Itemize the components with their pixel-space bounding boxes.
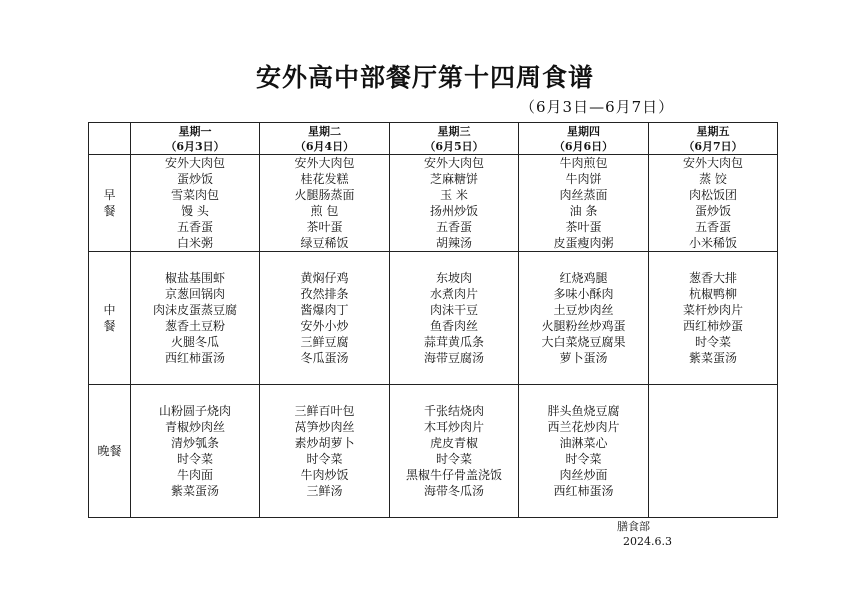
dish-item: 五香蛋 — [176, 220, 213, 234]
meal-label: 晚餐 — [89, 385, 131, 518]
dish-item: 椒盐基围虾 — [164, 271, 225, 285]
dish-item: 紫菜蛋汤 — [170, 484, 219, 498]
day-header — [649, 123, 778, 155]
dish-item: 胖头鱼烧豆腐 — [547, 404, 620, 418]
dish-item: 扬州炒饭 — [429, 204, 478, 218]
dish-item: 煎 包 — [310, 204, 339, 218]
meal-cell — [131, 252, 260, 385]
weekday: 星期三 — [437, 124, 471, 138]
weekday: 星期一 — [178, 124, 212, 138]
dish-item: 蒜茸黄瓜条 — [423, 335, 484, 349]
dish-item: 水煮肉片 — [429, 287, 478, 301]
dish-item: 土豆炒肉丝 — [553, 303, 614, 317]
dish-item: 京葱回锅肉 — [164, 287, 225, 301]
dish-item: 蛋炒饭 — [694, 204, 731, 218]
dish-item: 安外大肉包 — [423, 156, 484, 170]
dish-item: 牛肉炒饭 — [300, 468, 349, 482]
menu-table — [88, 122, 778, 518]
meal-cell — [519, 155, 649, 252]
dish-item: 安外大肉包 — [294, 156, 355, 170]
header-row — [89, 123, 778, 155]
weekday: 星期四 — [567, 124, 600, 138]
dish-item: 皮蛋瘦肉粥 — [553, 236, 614, 250]
day-header — [131, 123, 260, 155]
dish-item: 五香蛋 — [435, 220, 472, 234]
dish-item: 三鲜豆腐 — [300, 335, 349, 349]
dish-item: 时令菜 — [435, 452, 472, 466]
dish-item: 东坡肉 — [435, 271, 472, 285]
meal-cell — [390, 385, 519, 518]
dish-item: 肉丝炒面 — [559, 468, 608, 482]
dish-item: 安外大肉包 — [164, 156, 225, 170]
dish-item: 西红柿炒蛋 — [682, 319, 743, 333]
dish-item: 肉沫皮蛋蒸豆腐 — [152, 303, 237, 317]
dish-item: 绿豆稀饭 — [300, 236, 349, 250]
meal-label: 早餐 — [89, 155, 131, 252]
dish-item: 黄焖仔鸡 — [300, 271, 349, 285]
meal-cell — [649, 385, 778, 518]
dish-item: 山粉圆子烧肉 — [158, 404, 231, 418]
dish-item: 玉 米 — [440, 188, 468, 202]
dish-item: 葱香土豆粉 — [164, 319, 225, 333]
dish-item: 火腿冬瓜 — [170, 335, 219, 349]
dish-item: 酱爆肉丁 — [300, 303, 349, 317]
meal-cell — [649, 155, 778, 252]
dish-item: 肉松饭团 — [688, 188, 737, 202]
dish-item: 馒 头 — [181, 204, 209, 218]
week-date-range: （6月3日—6月7日） — [520, 98, 675, 116]
weekday: 星期五 — [696, 124, 730, 138]
dish-item: 蒸 饺 — [699, 172, 727, 186]
dish-item: 西红柿蛋汤 — [164, 351, 225, 365]
dish-item: 千张结烧肉 — [423, 404, 484, 418]
dish-item: 茶叶蛋 — [565, 220, 602, 234]
day-header — [390, 123, 519, 155]
dish-item: 时令菜 — [176, 452, 213, 466]
dish-item: 多味小酥肉 — [553, 287, 614, 301]
dish-item: 三鲜汤 — [306, 484, 343, 498]
dish-item: 安外小炒 — [300, 319, 349, 333]
dish-item: 红烧鸡腿 — [559, 271, 608, 285]
dish-item: 牛肉饼 — [565, 172, 602, 186]
dish-item: 葱香大排 — [688, 271, 737, 285]
dish-item: 黑椒牛仔骨盖浇饭 — [405, 468, 502, 482]
dish-item: 桂花发糕 — [300, 172, 349, 186]
dish-item: 白米粥 — [176, 236, 213, 250]
dish-item: 木耳炒肉片 — [423, 420, 484, 434]
dish-item: 安外大肉包 — [682, 156, 743, 170]
dish-item: 萝卜蛋汤 — [559, 351, 608, 365]
dish-item: 海带豆腐汤 — [423, 351, 484, 365]
meal-cell — [519, 385, 649, 518]
dish-item: 莴笋炒肉丝 — [294, 420, 355, 434]
meal-cell — [649, 252, 778, 385]
dish-item: 素炒胡萝卜 — [294, 436, 355, 450]
dish-item: 清炒瓠条 — [170, 436, 219, 450]
dish-item: 茶叶蛋 — [306, 220, 343, 234]
dish-item: 海带冬瓜汤 — [423, 484, 484, 498]
meal-row-lunch — [89, 252, 778, 385]
day-header — [260, 123, 390, 155]
dish-item: 西兰花炒肉片 — [547, 420, 620, 434]
dish-item: 鱼香肉丝 — [429, 319, 478, 333]
dish-item: 油淋菜心 — [559, 436, 608, 450]
dish-item: 雪菜肉包 — [170, 188, 219, 202]
day-date: （6月6日） — [553, 139, 614, 153]
dish-item: 油 条 — [569, 204, 598, 218]
page-title: 安外高中部餐厅第十四周食谱 — [255, 63, 594, 92]
dish-item: 孜然排条 — [300, 287, 349, 301]
dish-item: 菜杆炒肉片 — [682, 303, 743, 317]
dish-item: 时令菜 — [565, 452, 602, 466]
dish-item: 冬瓜蛋汤 — [300, 351, 349, 365]
meal-cell — [131, 155, 260, 252]
day-date: （6月4日） — [294, 139, 355, 153]
dish-item: 紫菜蛋汤 — [688, 351, 737, 365]
dish-item: 火腿粉丝炒鸡蛋 — [541, 319, 626, 333]
dish-item: 青椒炒肉丝 — [164, 420, 225, 434]
dish-item: 蛋炒饭 — [176, 172, 213, 186]
weekday: 星期二 — [308, 124, 341, 138]
dish-item: 三鲜百叶包 — [294, 404, 355, 418]
meal-row-dinner — [89, 385, 778, 518]
day-date: （6月5日） — [424, 139, 484, 153]
dish-item: 肉沫干豆 — [429, 303, 478, 317]
meal-cell — [131, 385, 260, 518]
day-date: （6月7日） — [683, 139, 743, 153]
meal-cell — [260, 385, 390, 518]
day-header — [519, 123, 649, 155]
meal-label: 中餐 — [89, 252, 131, 385]
meal-row-breakfast — [89, 155, 778, 252]
dish-item: 大白菜烧豆腐果 — [541, 335, 626, 349]
day-date: （6月3日） — [165, 139, 225, 153]
dish-item: 火腿肠蒸面 — [294, 188, 355, 202]
dish-item: 西红柿蛋汤 — [553, 484, 614, 498]
meal-cell — [260, 155, 390, 252]
corner-cell — [89, 123, 131, 155]
meal-cell — [260, 252, 390, 385]
dish-item: 小米稀饭 — [688, 236, 737, 250]
dish-item: 芝麻糖饼 — [429, 172, 478, 186]
dish-item: 时令菜 — [694, 335, 731, 349]
dish-item: 胡辣汤 — [435, 236, 472, 250]
footer-department: 膳食部 — [617, 520, 650, 533]
dish-item: 时令菜 — [306, 452, 343, 466]
dish-item: 虎皮青椒 — [429, 436, 478, 450]
footer-date: 2024.6.3 — [623, 535, 672, 548]
dish-item: 肉丝蒸面 — [559, 188, 608, 202]
meal-cell — [390, 155, 519, 252]
dish-item: 五香蛋 — [694, 220, 731, 234]
meal-cell — [519, 252, 649, 385]
dish-item: 杭椒鸭柳 — [688, 287, 737, 301]
meal-cell — [390, 252, 519, 385]
dish-item: 牛肉煎包 — [559, 156, 608, 170]
dish-item: 牛肉面 — [176, 468, 213, 482]
